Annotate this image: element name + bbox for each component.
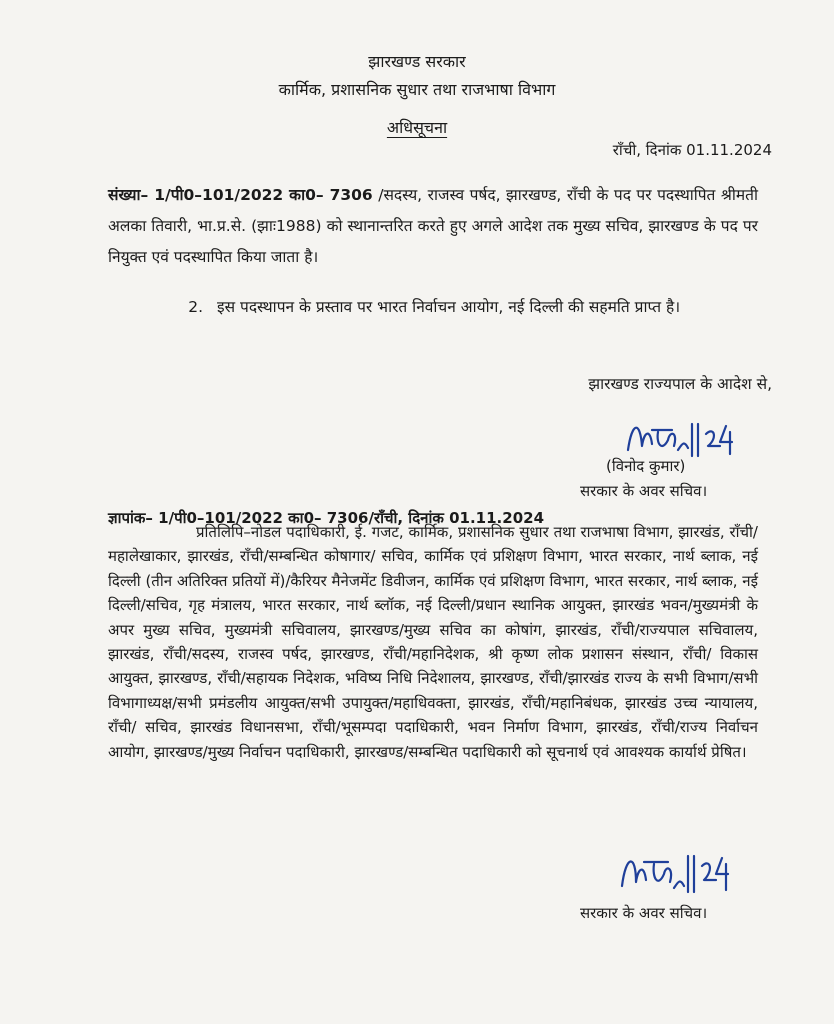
notification-paragraph-1 xyxy=(108,180,758,273)
notification-date: राँची, दिनांक 01.11.2024 xyxy=(612,141,772,159)
signatory-designation-2: सरकार के अवर सचिव। xyxy=(580,904,708,922)
signature-1-stroke xyxy=(628,424,732,456)
signatory-designation-1: सरकार के अवर सचिव। xyxy=(580,482,708,500)
signatory-name: (विनोद कुमार) xyxy=(606,457,686,475)
notification-paragraph-1-body: /सदस्य, राजस्व पर्षद, झारखण्ड, राँची के पद पर पदस्थापित श्रीमती अलका तिवारी, भा.प्र.से. (झाः1988) को स्थानान्तरित करते हुए अगले आदेश तक मुख्य सचिव, झारखण्ड के पद पर नियुक्त एवं पदस्थापित किया जाता है। xyxy=(108,186,758,266)
signature-2-stroke xyxy=(622,856,728,892)
government-header: झारखण्ड सरकार xyxy=(368,52,466,71)
department-header: कार्मिक, प्रशासनिक सुधार तथा राजभाषा विभाग xyxy=(278,80,556,99)
copy-distribution-text: प्रतिलिपि–नोडल पदाधिकारी, ई. गजट, कार्मिक, प्रशासनिक सुधार तथा राजभाषा विभाग, झारखंड, राँची/महालेखाकार, झारखंड, राँची/सम्बन्धित कोषागार/ सचिव, कार्मिक एवं प्रशिक्षण विभाग, भारत सरकार, नार्थ ब्लाक, नई दिल्ली (तीन अतिरिक्त प्रतियों में)/कैरियर मैनेजमेंट डिवीजन, कार्मिक एवं प्रशिक्षण विभाग, भारत सरकार, नार्थ ब्लाक, नई दिल्ली/सचिव, गृह मंत्रालय, भारत सरकार, नार्थ ब्लॉक, नई दिल्ली/प्रधान स्थानिक आयुक्त, झारखंड भवन/मुख्यमंत्री के अपर मुख्य सचिव, मुख्यमंत्री सचिवालय, झारखण्ड/मुख्य सचिव का कोषांग, झारखंड, राँची/राज्यपाल सचिवालय, झारखंड, राँची/सदस्य, राजस्व पर्षद, झारखण्ड, राँची/महानिदेशक, श्री कृष्ण लोक प्रशासन संस्थान, राँची/ विकास आयुक्त, झारखण्ड, राँची/सहायक निदेशक, भविष्य निधि निदेशालय, झारखण्ड, राँची/झारखंड राज्य के सभी विभाग/सभी विभागाध्यक्ष/सभी प्रमंडलीय आयुक्त/सभी उपायुक्त/महाधिवक्ता, झारखंड, राँची/महानिबंधक, झारखंड उच्च न्यायालय, राँची/ सचिव, झारखंड विधानसभा, राँची/भूसम्पदा पदाधिकारी, भवन निर्माण विभाग, झारखंड, राँची/राज्य निर्वाचन आयोग, झारखण्ड/मुख्य निर्वाचन पदाधिकारी, झारखण्ड/सम्बन्धित पदाधिकारी को सूचनार्थ एवं आवश्यक कार्यार्थ प्रेषित। xyxy=(108,523,758,761)
signature-2-graphic xyxy=(614,844,734,902)
signature-2 xyxy=(614,844,734,902)
notification-paragraph-2 xyxy=(108,292,758,323)
by-order-line: झारखण्ड राज्यपाल के आदेश से, xyxy=(588,375,772,393)
paragraph-2-body: इस पदस्थापन के प्रस्ताव पर भारत निर्वाचन आयोग, नई दिल्ली की सहमति प्राप्त है। xyxy=(217,298,681,316)
memo-reference: ज्ञापांक– 1/पी0–101/2022 का0– 7306/राँची, दिनांक 01.11.2024 xyxy=(108,509,545,527)
notification-title xyxy=(0,116,834,138)
notification-reference: संख्या– 1/पी0–101/2022 का0– 7306 xyxy=(108,186,373,204)
notification-title-text: अधिसूचना xyxy=(386,118,448,137)
paragraph-2-number: 2. xyxy=(188,298,203,316)
